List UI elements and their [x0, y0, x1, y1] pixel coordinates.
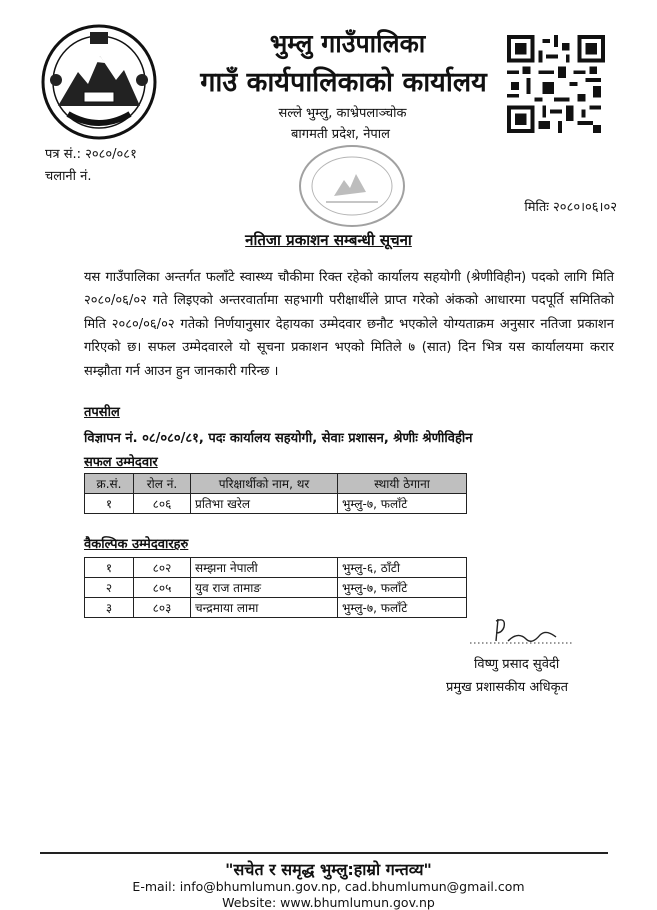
address-line-2: बागमती प्रदेश, नेपाल — [291, 127, 390, 142]
footer-email: E-mail: info@bhumlumun.gov.np, cad.bhumlumun@gmail.com — [132, 879, 525, 894]
table-row — [85, 598, 467, 618]
advertisement-info: विज्ञापन नं. ०८/०८०/८१, पदः कार्यालय सहयोगी, सेवाः प्रशासन, श्रेणीः श्रेणीविहीन — [84, 431, 473, 446]
cell-name: चन्द्रमाया लामा — [191, 598, 338, 618]
chalani-number: चलानी नं. — [45, 169, 92, 184]
address-line-1: सल्ले भुम्लु, काभ्रेपलाञ्चोक — [278, 106, 407, 121]
cell-roll: ८०३ — [134, 598, 191, 618]
cell-serial: २ — [85, 578, 134, 598]
col-roll: रोल नं. — [134, 474, 191, 494]
patra-sankhya: पत्र सं.: २०८०/०८१ — [45, 147, 137, 162]
cell-address: भुम्लु-७, फलाँटे — [338, 494, 467, 514]
cell-serial: १ — [85, 494, 134, 514]
footer-slogan: "सचेत र समृद्ध भुम्लु:हाम्रो गन्तव्य" — [225, 860, 432, 879]
successful-candidate-table — [84, 473, 467, 514]
footer-website: Website: www.bhumlumun.gov.np — [222, 895, 435, 910]
cell-roll: ८०६ — [134, 494, 191, 514]
handwritten-signature — [466, 611, 576, 653]
cell-serial: १ — [85, 558, 134, 578]
alternate-candidates-label: वैकल्पिक उम्मेदवारहरु — [84, 537, 189, 552]
table-header-row — [85, 474, 467, 494]
col-address: स्थायी ठेगाना — [338, 474, 467, 494]
cell-address: भुम्लु-७, फलाँटे — [338, 598, 467, 618]
cell-address: भुम्लु-७, फलाँटे — [338, 578, 467, 598]
cell-name: प्रतिभा खरेल — [191, 494, 338, 514]
signatory-title: प्रमुख प्रशासकीय अधिकृत — [446, 680, 569, 695]
document-date: मितिः २०८०।०६।०२ — [524, 200, 617, 215]
table-row — [85, 578, 467, 598]
alternate-candidates-table — [84, 557, 467, 618]
cell-address: भुम्लु-६, ठाँटी — [338, 558, 467, 578]
table-row — [85, 494, 467, 514]
cell-serial: ३ — [85, 598, 134, 618]
office-stamp — [296, 140, 408, 232]
cell-roll: ८०५ — [134, 578, 191, 598]
footer-divider — [40, 852, 608, 854]
cell-roll: ८०२ — [134, 558, 191, 578]
table-row — [85, 558, 467, 578]
signatory-name: विष्णु प्रसाद सुवेदी — [474, 657, 560, 672]
col-serial: क्र.सं. — [85, 474, 134, 494]
org-name: भुम्लु गाउँपालिका — [269, 29, 426, 58]
cell-name: सम्झना नेपाली — [191, 558, 338, 578]
cell-name: युव राज तामाङ — [191, 578, 338, 598]
notice-body: यस गाउँपालिका अन्तर्गत फलाँटे स्वास्थ्य चौकीमा रिक्त रहेको कार्यालय सहयोगी (श्रेणीविहीन) पदको लागि मिति २०८०/०६/०२ गते लिइएको अन्तरवार्तामा सहभागी परीक्षार्थीले प्राप्त गरेको अंकको आधारमा पदपूर्ति समितिको मिति २०८०/०६/०२ गतेको निर्णयानुसार देहायका उम्मेदवार छनौट भएकोले योग्यताक्रम अनुसार नतिजा प्रकाशन गरिएको छ। सफल उम्मेदवारले यो सूचना प्रकाशन भएको मितिले ७ (सात) दिन भित्र यस कार्यालयमा करार सम्झौता गर्न आउन हुन जानकारी गरिन्छ । — [84, 270, 614, 379]
notice-subject — [0, 230, 657, 250]
notice-subject-text: नतिजा प्रकाशन सम्बन्धी सूचना — [245, 231, 412, 249]
col-name: परिक्षार्थीको नाम, थर — [191, 474, 338, 494]
details-label: तपसील — [84, 405, 120, 420]
office-name: गाउँ कार्यपालिकाको कार्यालय — [200, 67, 487, 98]
successful-candidate-label: सफल उम्मेदवार — [84, 455, 158, 470]
